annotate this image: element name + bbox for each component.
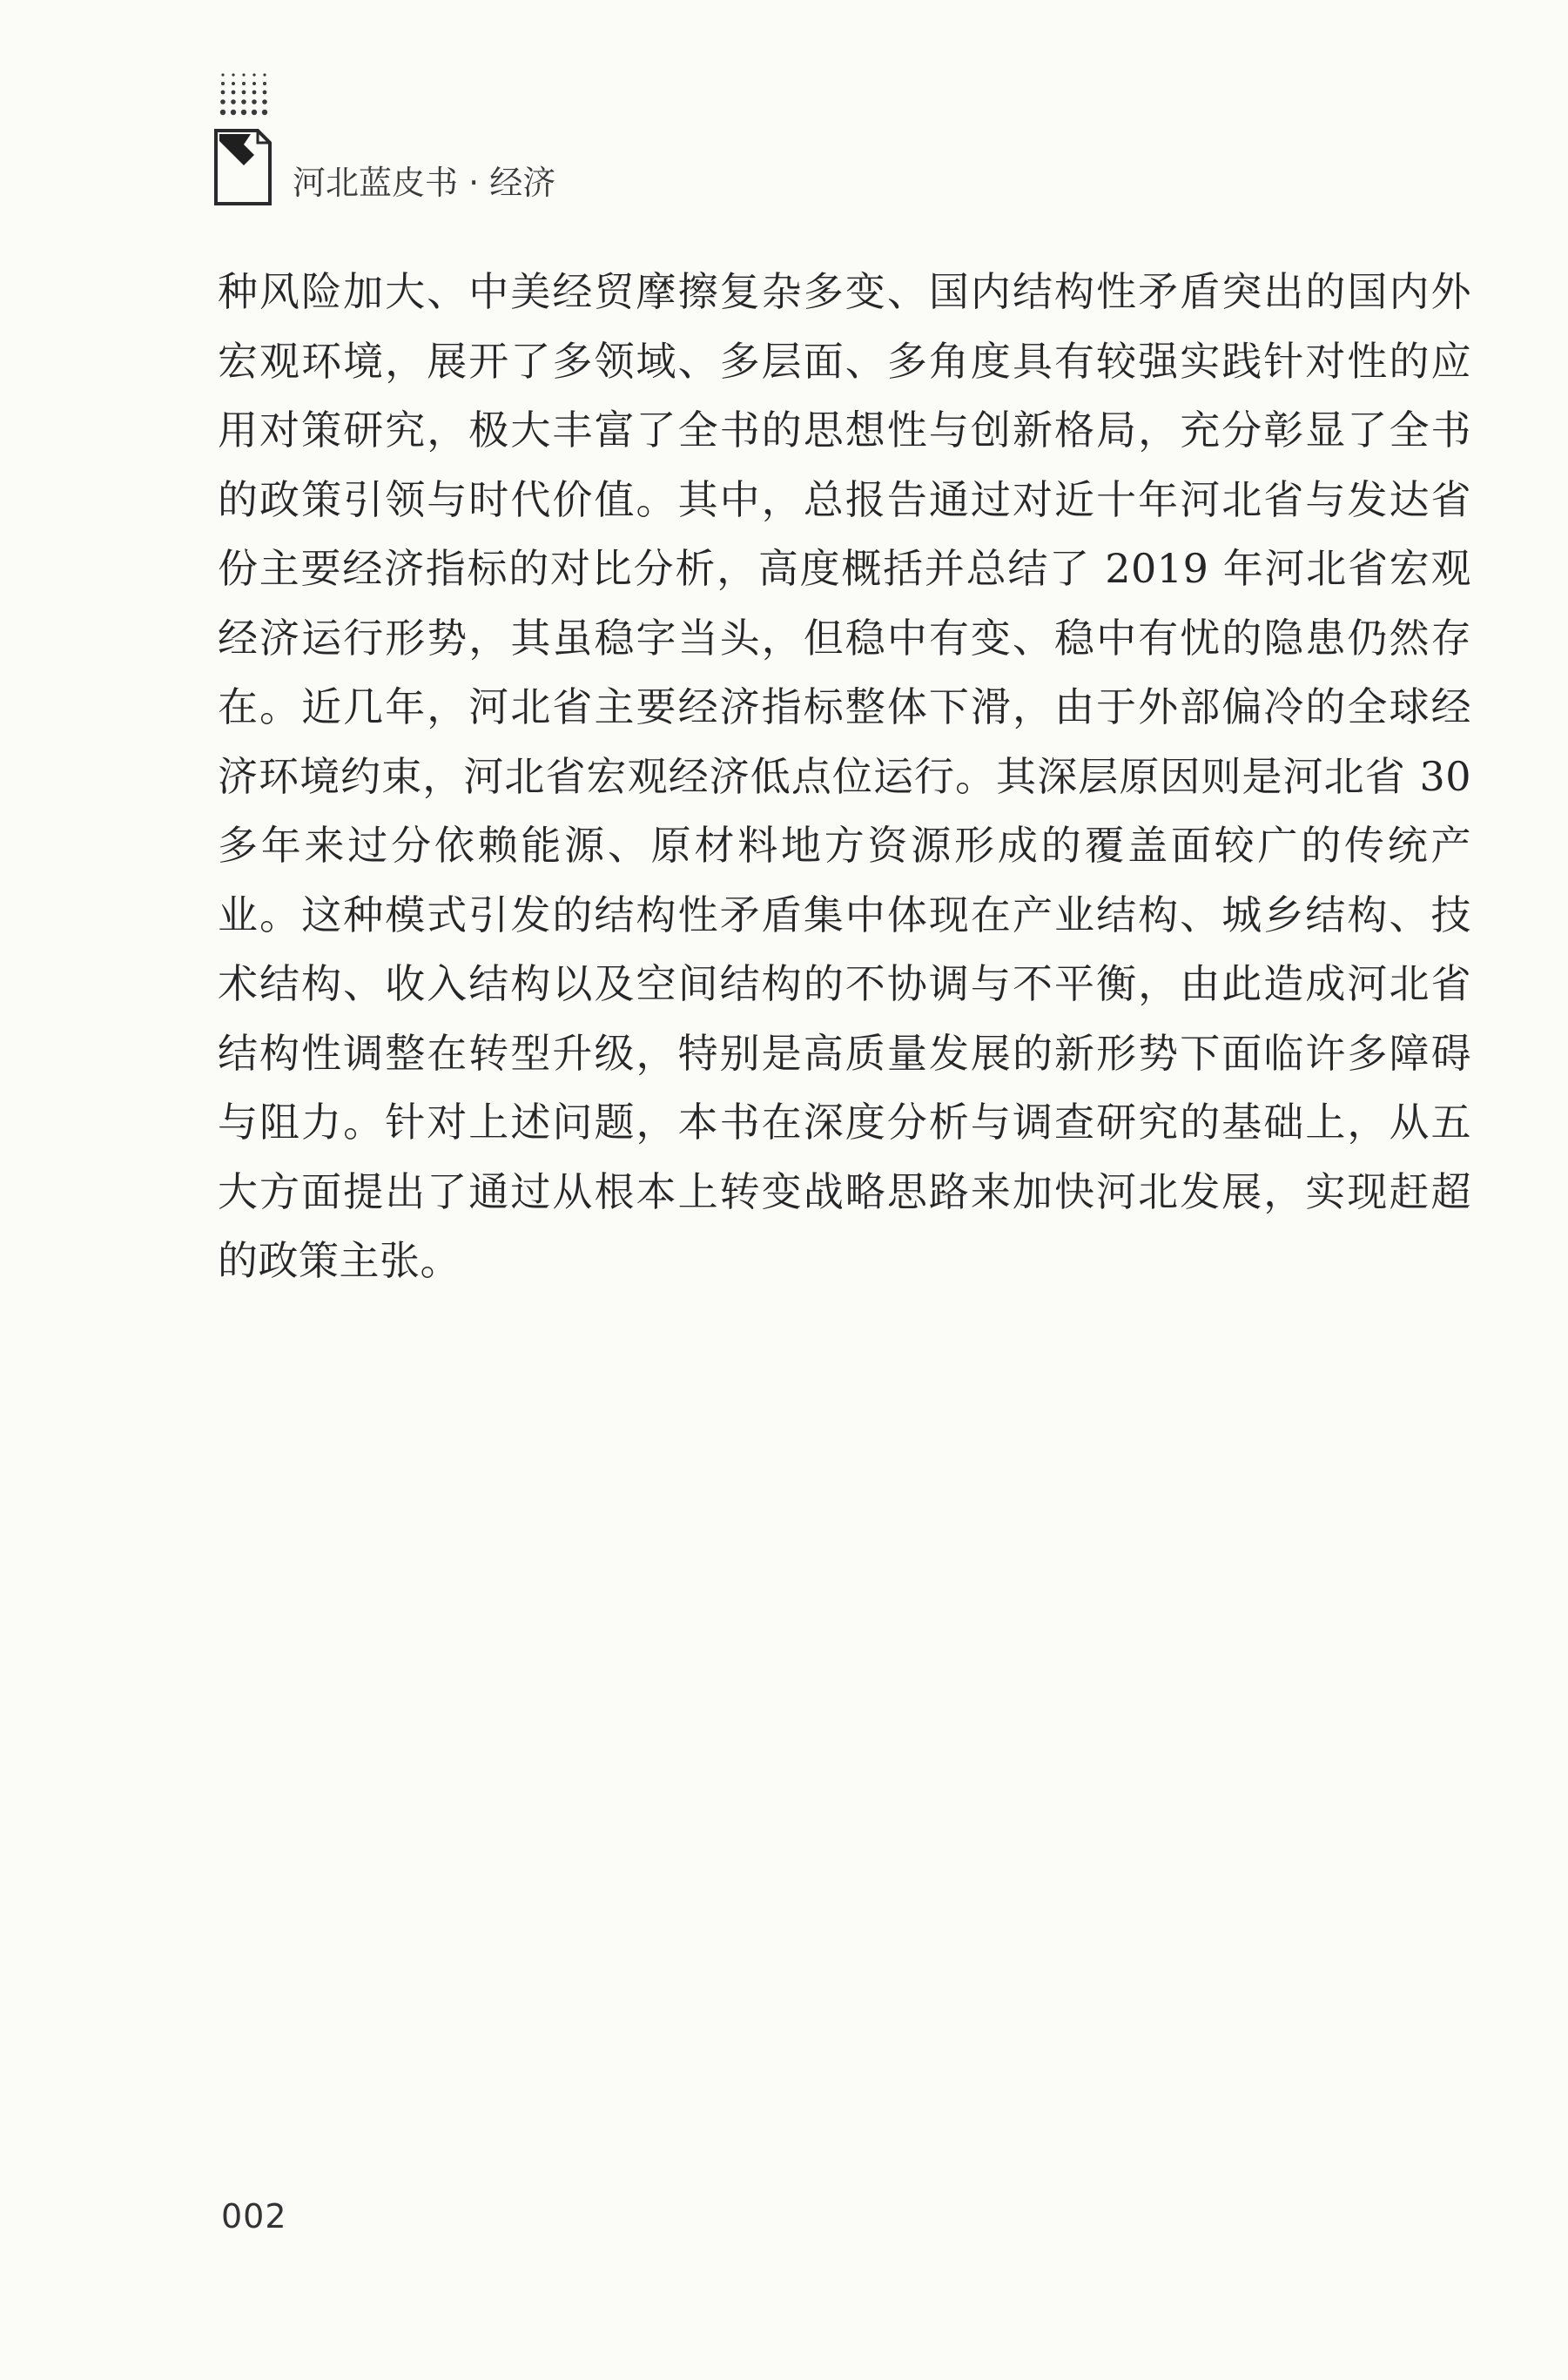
running-header: [212, 71, 578, 219]
page-number: 002: [221, 2197, 287, 2235]
dot-grid-ornament: [218, 71, 273, 122]
document-corner-icon: [212, 127, 273, 207]
book-series-title: 河北蓝皮书 · 经济: [293, 164, 556, 202]
paragraph: 种风险加大、中美经贸摩擦复杂多变、国内结构性矛盾突出的国内外宏观环境，展开了多领域、多层面、多角度具有较强实践针对性的应用对策研究，极大丰富了全书的思想性与创新格局，充分彰显了全书的政策引领与时代价值。其中，总报告通过对近十年河北省与发达省份主要经济指标的对比分析，高度概括并总结了 2019 年河北省宏观经济运行形势，其虽稳字当头，但稳中有变、稳中有忧的隐患仍然存在。近几年，河北省主要经济指标整体下滑，由于外部偏冷的全球经济环境约束，河北省宏观经济低点位运行。其深层原因则是河北省 30 多年来过分依赖能源、原材料地方资源形成的覆盖面较广的传统产业。这种模式引发的结构性矛盾集中体现在产业结构、城乡结构、技术结构、收入结构以及空间结构的不协调与不平衡，由此造成河北省结构性调整在转型升级，特别是高质量发展的新形势下面临许多障碍与阻力。针对上述问题，本书在深度分析与调查研究的基础上，从五大方面提出了通过从根本上转变战略思路来加快河北发展，实现赶超的政策主张。: [218, 268, 1471, 1284]
body-text: [218, 258, 1471, 1296]
